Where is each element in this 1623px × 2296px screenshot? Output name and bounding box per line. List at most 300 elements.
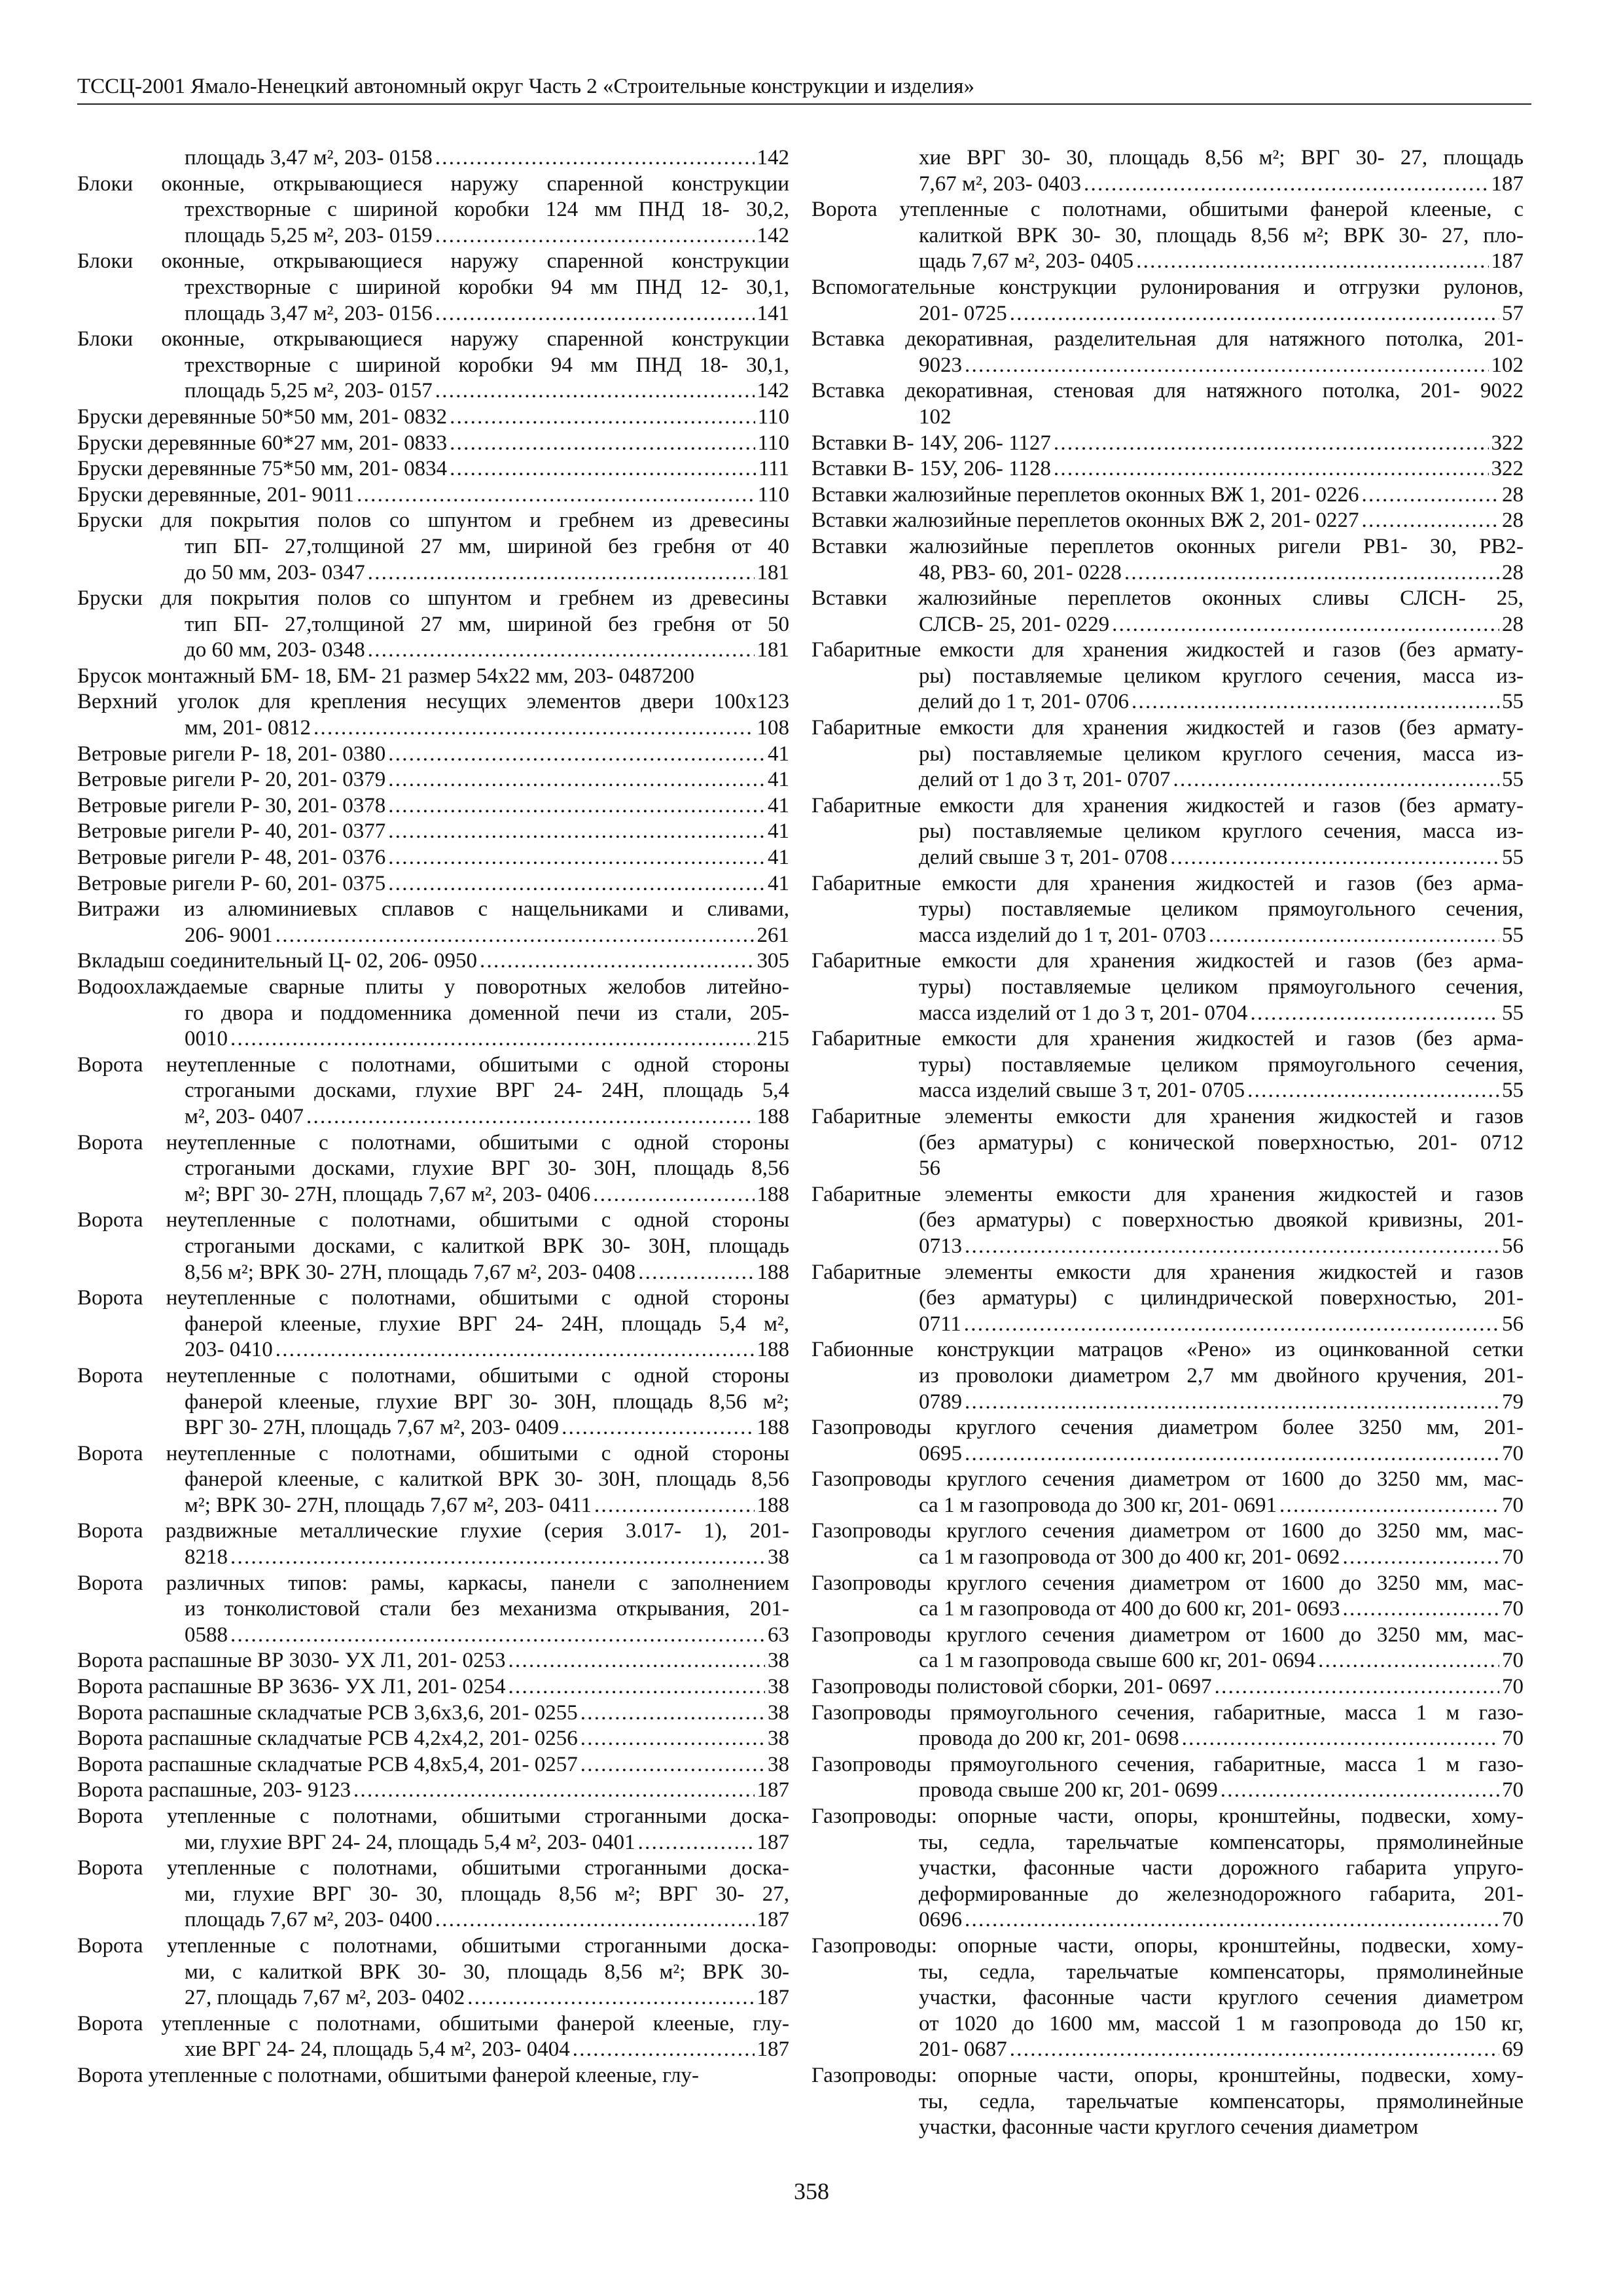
dot-leader <box>230 1545 765 1571</box>
dot-leader <box>353 1778 754 1804</box>
entry-text: масса изделий до 1 т, 201- 0703 <box>919 923 1206 947</box>
dot-leader <box>1221 1778 1499 1804</box>
index-entry <box>812 948 1524 1026</box>
dot-leader <box>638 1830 755 1856</box>
entry-page-number: 187 <box>1491 171 1524 196</box>
entry-page-number: 70 <box>1502 1441 1524 1465</box>
entry-text: Вставки жалюзийные переплетов оконных ВЖ 2, 201- 0227 <box>812 509 1359 533</box>
entry-text: Вставка декоративная, стеновая для натяжного потолка, 201- 9022 <box>812 379 1524 403</box>
index-entry <box>77 819 789 845</box>
dot-leader <box>435 301 755 327</box>
dot-leader <box>580 1752 765 1778</box>
entry-text: Ворота неутепленные с полотнами, обшитыми с одной стороны <box>77 1130 789 1155</box>
index-entry <box>77 1285 789 1363</box>
entry-page-number: 188 <box>757 1260 789 1284</box>
entry-page-number: 70 <box>1502 1493 1524 1517</box>
index-entry <box>77 793 789 819</box>
entry-page-number: 108 <box>757 716 789 740</box>
dot-leader <box>388 845 765 871</box>
index-entry <box>77 742 789 768</box>
entry-page-number: 110 <box>757 404 789 429</box>
dot-leader <box>573 2037 755 2063</box>
entry-page-number: 322 <box>1491 457 1524 481</box>
entry-text: Газопроводы полистовой сборки, 201- 0697 <box>812 1675 1212 1699</box>
index-column-left <box>77 145 789 2089</box>
index-entry <box>77 1700 789 1727</box>
dot-leader <box>313 715 754 742</box>
index-entry <box>812 715 1524 793</box>
index-entry <box>77 1726 789 1752</box>
entry-page-number: 70 <box>1502 1908 1524 1932</box>
dot-leader <box>435 1907 755 1933</box>
dot-leader <box>368 560 755 586</box>
entry-text: (без арматуры) с цилиндрической поверхностью, 201- <box>919 1286 1524 1310</box>
entry-text: Вставка декоративная, разделительная для натяжного потолка, 201- <box>812 327 1524 351</box>
entry-text: 8218 <box>185 1545 228 1570</box>
index-entry <box>812 586 1524 637</box>
dot-leader <box>1136 249 1488 275</box>
entry-text: 0588 <box>185 1623 228 1647</box>
dot-leader <box>562 1415 754 1441</box>
entry-text: масса изделий от 1 до 3 т, 201- 0704 <box>919 1001 1248 1025</box>
entry-page-number: 188 <box>757 1416 789 1440</box>
entry-text: Газопроводы прямоугольного сечения, габаритные, масса 1 м газо- <box>812 1700 1524 1725</box>
entry-text: ры) поставляемые целиком круглого сечения, масса из- <box>919 664 1524 688</box>
entry-text: 7,67 м², 203- 0403 <box>919 171 1082 196</box>
index-entry <box>812 1804 1524 1933</box>
entry-page-number: 38 <box>768 1675 789 1699</box>
entry-text: Габионные конструкции матрацов «Рено» из оцинкованной сетки <box>812 1338 1524 1362</box>
entry-page-number: 41 <box>768 742 789 766</box>
entry-text: Ворота распашные складчатые РСВ 4,2х4,2, 201- 0256 <box>77 1727 578 1751</box>
entry-text: ми, глухие ВРГ 24- 24, площадь 5,4 м², 203- 0401 <box>185 1830 635 1854</box>
index-entry <box>812 871 1524 949</box>
entry-page-number: 322 <box>1491 431 1524 455</box>
entry-text: СЛСВ- 25, 201- 0229 <box>919 612 1110 636</box>
index-entry <box>812 1518 1524 1570</box>
entry-page-number: 38 <box>768 1649 789 1673</box>
entry-text: са 1 м газопровода от 400 до 600 кг, 201- 0693 <box>919 1597 1340 1621</box>
index-entry <box>812 197 1524 275</box>
index-entry <box>77 664 789 690</box>
entry-text: ты, седла, тарельчатые компенсаторы, прямолинейные <box>919 2089 1524 2113</box>
entry-text: 8,56 м²; ВРК 30- 27Н, площадь 7,67 м², 203- 0408 <box>185 1260 636 1284</box>
entry-text: Ворота распашные ВР 3030- УХ Л1, 201- 0253 <box>77 1649 506 1673</box>
entry-page-number: 215 <box>757 1027 789 1051</box>
entry-page-number: 188 <box>757 1182 789 1206</box>
dot-leader <box>965 1907 1499 1933</box>
entry-page-number: 188 <box>757 1104 789 1128</box>
entry-text: Ворота распашные, 203- 9123 <box>77 1778 351 1803</box>
entry-page-number: 142 <box>757 223 789 247</box>
entry-text: Габаритные элементы емкости для хранения жидкостей и газов <box>812 1104 1524 1128</box>
entry-text: делий до 1 т, 201- 0706 <box>919 690 1129 714</box>
index-entry <box>812 1933 1524 2063</box>
entry-text: Вставки В- 14У, 206- 1127 <box>812 431 1051 455</box>
dot-leader <box>965 353 1489 379</box>
dot-leader <box>1318 1648 1499 1674</box>
entry-text: участки, фасонные части круглого сечения диаметром <box>919 1986 1524 2010</box>
entry-text: Газопроводы круглого сечения диаметром от 1600 до 3250 мм, мас- <box>812 1571 1524 1595</box>
index-entry <box>77 586 789 664</box>
entry-page-number: 38 <box>768 1752 789 1776</box>
entry-text: м²; ВРК 30- 27Н, площадь 7,67 м², 203- 0411 <box>185 1493 592 1517</box>
entry-text: 27, площадь 7,67 м², 203- 0402 <box>185 1986 465 2010</box>
entry-text: Блоки оконные, открывающиеся наружу спаренной конструкции <box>77 327 789 351</box>
dot-leader <box>368 637 755 664</box>
entry-text: калиткой ВРК 30- 30, площадь 8,56 м²; ВРК 30- 27, пло- <box>919 223 1524 247</box>
entry-text: 48, РВ3- 60, 201- 0228 <box>919 560 1122 584</box>
index-entry <box>812 327 1524 378</box>
entry-text: тип БП- 27,толщиной 27 мм, шириной без гребня от 40 <box>185 534 789 558</box>
entry-page-number: 141 <box>757 301 789 325</box>
entry-text: Габаритные емкости для хранения жидкостей и газов (без армату- <box>812 716 1524 740</box>
dot-leader <box>594 1493 755 1519</box>
dot-leader <box>230 1623 765 1649</box>
entry-text: Вставки жалюзийные переплетов оконных ВЖ 1, 201- 0226 <box>812 482 1359 507</box>
entry-page-number: 110 <box>757 482 789 507</box>
entry-page-number: 38 <box>768 1700 789 1725</box>
index-entry <box>77 1804 789 1856</box>
index-entry <box>812 456 1524 482</box>
entry-text: Вставки жалюзийные переплетов оконных сливы СЛСН- 25, <box>812 586 1524 611</box>
entry-page-number: 261 <box>757 923 789 947</box>
entry-page-number: 28 <box>1502 509 1524 533</box>
entry-page-number: 187 <box>1491 249 1524 274</box>
entry-text: Вставки В- 15У, 206- 1128 <box>812 457 1051 481</box>
index-entry <box>77 145 789 171</box>
entry-page-number: 38 <box>768 1727 789 1751</box>
entry-text: провода свыше 200 кг, 201- 0699 <box>919 1778 1218 1803</box>
dot-leader <box>1247 1078 1499 1104</box>
entry-page-number: 188 <box>757 1493 789 1517</box>
entry-text: Витражи из алюминиевых сплавов с нащельниками и сливами, <box>77 897 789 922</box>
dot-leader <box>965 1234 1499 1260</box>
entry-text: хие ВРГ 30- 30, площадь 8,56 м²; ВРГ 30- 27, площадь <box>919 146 1524 170</box>
running-header <box>77 71 1531 105</box>
entry-text: Бруски деревянные 50*50 мм, 201- 0832 <box>77 404 448 429</box>
entry-text: 0695 <box>919 1441 962 1465</box>
dot-leader <box>230 1026 755 1052</box>
entry-page-number: 56 <box>1502 1312 1524 1336</box>
entry-page-number: 79 <box>1502 1390 1524 1414</box>
entry-page-number: 28 <box>1502 612 1524 636</box>
dot-leader <box>638 1260 754 1286</box>
entry-text: щадь 7,67 м², 203- 0405 <box>919 249 1134 274</box>
dot-leader <box>1010 2037 1499 2063</box>
entry-text: са 1 м газопровода до 300 кг, 201- 0691 <box>919 1493 1277 1517</box>
entry-text: Ворота утепленные с полотнами, обшитыми фанерой клееные, с <box>812 198 1524 222</box>
entry-text: хие ВРГ 24- 24, площадь 5,4 м², 203- 0404 <box>185 2037 570 2062</box>
entry-text: трехстворные с шириной коробки 124 мм ПНД 18- 30,2, <box>185 198 789 222</box>
entry-text: са 1 м газопровода от 300 до 400 кг, 201- 0692 <box>919 1545 1340 1570</box>
index-entry <box>77 508 789 586</box>
entry-text: площадь 3,47 м², 203- 0158 <box>185 146 433 170</box>
index-entry <box>77 871 789 897</box>
dot-leader <box>388 742 765 768</box>
index-entry <box>812 1182 1524 1260</box>
entry-text: Газопроводы круглого сечения диаметром от 1600 до 3250 мм, мас- <box>812 1519 1524 1543</box>
dot-leader <box>1112 612 1499 638</box>
index-entry <box>812 1026 1524 1104</box>
entry-page-number: 187 <box>757 1778 789 1803</box>
dot-leader <box>450 404 755 431</box>
entry-text: Ворота распашные складчатые РСВ 4,8х5,4, 201- 0257 <box>77 1752 578 1776</box>
index-entry <box>812 1260 1524 1338</box>
index-entry <box>812 793 1524 871</box>
dot-leader <box>435 145 755 171</box>
entry-text: Блоки оконные, открывающиеся наружу спаренной конструкции <box>77 249 789 274</box>
index-entry <box>812 508 1524 534</box>
entry-page-number: 187 <box>757 1908 789 1932</box>
entry-page-number: 41 <box>768 819 789 844</box>
entry-page-number: 55 <box>1502 923 1524 947</box>
index-entry <box>77 1752 789 1778</box>
entry-text: Габаритные емкости для хранения жидкостей и газов (без арма- <box>812 871 1524 895</box>
entry-text: делий свыше 3 т, 201- 0708 <box>919 846 1168 870</box>
entry-page-number: 181 <box>757 638 789 662</box>
index-entry <box>77 2063 789 2089</box>
entry-text: ры) поставляемые целиком круглого сечения, масса из- <box>919 742 1524 766</box>
index-entry <box>812 1415 1524 1467</box>
dot-leader <box>593 1182 754 1208</box>
index-entry <box>812 1674 1524 1700</box>
dot-leader <box>467 1985 754 2011</box>
entry-text: строгаными досками, глухие ВРГ 24- 24Н, площадь 5,4 <box>185 1079 789 1103</box>
entry-text: Бруски деревянные 75*50 мм, 201- 0834 <box>77 457 448 481</box>
entry-text: 9023 <box>919 353 962 377</box>
entry-page-number: 110 <box>757 431 789 455</box>
entry-text: м², 203- 0407 <box>185 1104 304 1128</box>
entry-text: са 1 м газопровода свыше 600 кг, 201- 0694 <box>919 1649 1316 1673</box>
index-entry <box>77 1778 789 1804</box>
index-entry <box>77 1571 789 1649</box>
entry-page-number: 28 <box>1502 482 1524 507</box>
entry-text: провода до 200 кг, 201- 0698 <box>919 1727 1179 1751</box>
index-column-right <box>812 145 1524 2141</box>
index-entry <box>812 482 1524 509</box>
entry-text: Газопроводы прямоугольного сечения, габаритные, масса 1 м газо- <box>812 1752 1524 1776</box>
entry-text: ты, седла, тарельчатые компенсаторы, прямолинейные <box>919 1960 1524 1984</box>
dot-leader <box>580 1700 765 1727</box>
entry-text: го двора и поддоменника доменной печи из стали, 205- <box>185 1001 789 1025</box>
index-entry <box>812 275 1524 327</box>
index-entry <box>812 1623 1524 1674</box>
dot-leader <box>388 793 765 819</box>
page-number: 358 <box>794 2178 829 2204</box>
entry-page-number: 55 <box>1502 1001 1524 1025</box>
entry-text: Ворота неутепленные с полотнами, обшитыми с одной стороны <box>77 1208 789 1232</box>
entry-text: 0713 <box>919 1234 962 1258</box>
entry-text: ры) поставляемые целиком круглого сечения, масса из- <box>919 819 1524 844</box>
entry-text: строгаными досками, глухие ВРГ 30- 30Н, площадь 8,56 <box>185 1157 789 1181</box>
index-entry <box>77 1363 789 1441</box>
entry-text: Габаритные элементы емкости для хранения жидкостей и газов <box>812 1260 1524 1284</box>
entry-page-number: 70 <box>1502 1778 1524 1803</box>
entry-text: Ветровые ригели Р- 48, 201- 0376 <box>77 846 386 870</box>
dot-leader <box>306 1104 754 1130</box>
entry-text: до 50 мм, 203- 0347 <box>185 560 365 584</box>
index-entry <box>812 534 1524 586</box>
entry-page-number: 70 <box>1502 1545 1524 1570</box>
entry-text: площадь 5,25 м², 203- 0157 <box>185 379 433 403</box>
entry-text: из тонколистовой стали без механизма открывания, 201- <box>185 1597 789 1621</box>
index-entry <box>77 1674 789 1700</box>
entry-page-number: 41 <box>768 793 789 817</box>
entry-text: 206- 9001 <box>185 923 273 947</box>
entry-text: туры) поставляемые целиком прямоугольного сечения, <box>919 1052 1524 1077</box>
index-entry <box>77 404 789 431</box>
entry-page-number: 57 <box>1502 301 1524 325</box>
entry-page-number: 28 <box>1502 560 1524 584</box>
dot-leader <box>965 1441 1499 1467</box>
entry-text: Ворота различных типов: рамы, каркасы, панели с заполнением <box>77 1571 789 1595</box>
entry-text: ми, глухие ВРГ 30- 30, площадь 8,56 м²; ВРГ 30- 27, <box>185 1882 789 1906</box>
entry-page-number: 55 <box>1502 1079 1524 1103</box>
entry-text: площадь 5,25 м², 203- 0159 <box>185 223 433 247</box>
entry-page-number: 70 <box>1502 1675 1524 1699</box>
entry-text: Ворота неутепленные с полотнами, обшитыми с одной стороны <box>77 1286 789 1310</box>
dot-leader <box>508 1648 765 1674</box>
entry-page-number: 41 <box>768 768 789 792</box>
index-entry <box>77 1933 789 2011</box>
entry-page-number: 69 <box>1502 2037 1524 2062</box>
entry-text: масса изделий свыше 3 т, 201- 0705 <box>919 1079 1245 1103</box>
index-entry <box>77 1052 789 1130</box>
entry-text: 0711 <box>919 1312 961 1336</box>
entry-text: Вкладыш соединительный Ц- 02, 206- 0950 <box>77 949 477 973</box>
entry-page-number: 187 <box>757 1986 789 2010</box>
entry-page-number: 187 <box>757 2037 789 2062</box>
dot-leader <box>965 1390 1499 1416</box>
entry-page-number: 55 <box>1502 690 1524 714</box>
dot-leader <box>964 1312 1499 1338</box>
entry-text: 0010 <box>185 1027 228 1051</box>
entry-text: Ветровые ригели Р- 20, 201- 0379 <box>77 768 386 792</box>
entry-page-number: 102 <box>1491 353 1524 377</box>
index-entry <box>77 431 789 457</box>
entry-text: Газопроводы: опорные части, опоры, кронштейны, подвески, хому- <box>812 1804 1524 1828</box>
entry-text: Газопроводы: опорные части, опоры, кронштейны, подвески, хому- <box>812 1933 1524 1958</box>
entry-page-number: 38 <box>768 1545 789 1570</box>
index-entry <box>77 249 789 327</box>
entry-text: тип БП- 27,толщиной 27 мм, шириной без гребня от 50 <box>185 612 789 636</box>
entry-text: Газопроводы круглого сечения диаметром от 1600 до 3250 мм, мас- <box>812 1623 1524 1647</box>
index-entry <box>77 327 789 404</box>
entry-text: Газопроводы круглого сечения диаметром от 1600 до 3250 мм, мас- <box>812 1467 1524 1492</box>
entry-text: Габаритные емкости для хранения жидкостей и газов (без армату- <box>812 638 1524 662</box>
dot-leader <box>357 482 755 509</box>
entry-text: Ворота утепленные с полотнами, обшитыми строганными доска- <box>77 1933 789 1958</box>
entry-text: делий от 1 до 3 т, 201- 0707 <box>919 768 1171 792</box>
dot-leader <box>1215 1674 1499 1700</box>
entry-text: Вставки жалюзийные переплетов оконных ригели РВ1- 30, РВ2- <box>812 534 1524 558</box>
dot-leader <box>1362 508 1500 534</box>
index-entry <box>77 897 789 948</box>
entry-text: из проволоки диаметром 2,7 мм двойного кручения, 201- <box>919 1363 1524 1388</box>
index-entry <box>77 482 789 509</box>
index-entry <box>812 637 1524 715</box>
entry-page-number: 142 <box>757 379 789 403</box>
dot-leader <box>1170 845 1499 871</box>
dot-leader <box>388 819 765 845</box>
entry-text: Ветровые ригели Р- 18, 201- 0380 <box>77 742 386 766</box>
index-entry <box>812 1752 1524 1804</box>
entry-text: Бруски деревянные 60*27 мм, 201- 0833 <box>77 431 448 455</box>
index-entry <box>77 1130 789 1208</box>
entry-page-number: 305 <box>757 949 789 973</box>
dot-leader <box>508 1674 765 1700</box>
entry-page-number: 142 <box>757 146 789 170</box>
entry-text: 0789 <box>919 1390 962 1414</box>
entry-page-number: 41 <box>768 846 789 870</box>
entry-text: Габаритные емкости для хранения жидкостей и газов (без армату- <box>812 793 1524 817</box>
entry-text: ВРГ 30- 27Н, площадь 7,67 м², 203- 0409 <box>185 1416 560 1440</box>
index-entry <box>77 1856 789 1933</box>
entry-text: Бруски для покрытия полов со шпунтом и гребнем из древесины <box>77 586 789 611</box>
dot-leader <box>435 378 755 404</box>
entry-text: Вспомогательные конструкции рулонирования и отгрузки рулонов, <box>812 275 1524 299</box>
index-entry <box>812 1104 1524 1182</box>
entry-text: Ворота неутепленные с полотнами, обшитыми с одной стороны <box>77 1363 789 1388</box>
entry-page-number: 55 <box>1502 846 1524 870</box>
entry-text: Ворота утепленные с полотнами, обшитыми строганными доска- <box>77 1856 789 1880</box>
entry-text: Ворота утепленные с полотнами, обшитыми строганными доска- <box>77 1804 789 1828</box>
entry-text: Ворота неутепленные с полотнами, обшитыми с одной стороны <box>77 1441 789 1465</box>
dot-leader <box>435 223 755 249</box>
index-entry <box>77 845 789 871</box>
entry-page-number: 55 <box>1502 768 1524 792</box>
entry-text: трехстворные с шириной коробки 94 мм ПНД 12- 30,1, <box>185 275 789 299</box>
index-entry <box>812 1700 1524 1752</box>
entry-text: 201- 0725 <box>919 301 1007 325</box>
entry-text: деформированные до железнодорожного габарита, 201- <box>919 1882 1524 1906</box>
dot-leader <box>1362 482 1500 509</box>
entry-text: Ворота распашные складчатые РСВ 3,6х3,6, 201- 0255 <box>77 1700 578 1725</box>
entry-text: Брусок монтажный БМ- 18, БМ- 21 размер 54х22 мм, 203- 0487200 <box>77 664 695 688</box>
entry-text: Верхний уголок для крепления несущих элементов двери 100х123 <box>77 690 789 714</box>
entry-text: Ворота раздвижные металлические глухие (серия 3.017- 1), 201- <box>77 1519 789 1543</box>
entry-text: Бруски деревянные, 201- 9011 <box>77 482 355 507</box>
dot-leader <box>1250 1001 1499 1027</box>
entry-text: фанерой клееные, глухие ВРГ 30- 30Н, площадь 8,56 м²; <box>185 1390 789 1414</box>
entry-text: до 60 мм, 203- 0348 <box>185 638 365 662</box>
entry-text: фанерой клееные, глухие ВРГ 24- 24Н, площадь 5,4 м², <box>185 1312 789 1336</box>
entry-page-number: 56 <box>1502 1234 1524 1258</box>
entry-text: туры) поставляемые целиком прямоугольного сечения, <box>919 975 1524 999</box>
entry-text: Габаритные емкости для хранения жидкостей и газов (без арма- <box>812 949 1524 973</box>
dot-leader <box>1010 301 1499 327</box>
entry-text: трехстворные с шириной коробки 94 мм ПНД 18- 30,1, <box>185 353 789 377</box>
dot-leader <box>388 871 765 897</box>
dot-leader <box>1054 431 1489 457</box>
entry-text: Ветровые ригели Р- 40, 201- 0377 <box>77 819 386 844</box>
entry-text: Ворота утепленные с полотнами, обшитыми фанерой клееные, глу- <box>77 2011 789 2036</box>
dot-leader <box>1173 767 1499 793</box>
index-entry <box>77 975 789 1052</box>
entry-page-number: 70 <box>1502 1597 1524 1621</box>
dot-leader <box>1342 1545 1499 1571</box>
dot-leader <box>1054 456 1489 482</box>
dot-leader <box>1209 923 1499 949</box>
index-entry <box>77 456 789 482</box>
entry-text: ми, с калиткой ВРК 30- 30, площадь 8,56 м²; ВРК 30- <box>185 1960 789 1984</box>
dot-leader <box>450 456 756 482</box>
index-entry <box>812 2063 1524 2141</box>
entry-text: 102 <box>919 404 952 429</box>
header-title: ТССЦ-2001 Ямало-Ненецкий автономный округ Часть 2 «Строительные конструкции и изделия» <box>77 75 974 98</box>
entry-text: 0696 <box>919 1908 962 1932</box>
